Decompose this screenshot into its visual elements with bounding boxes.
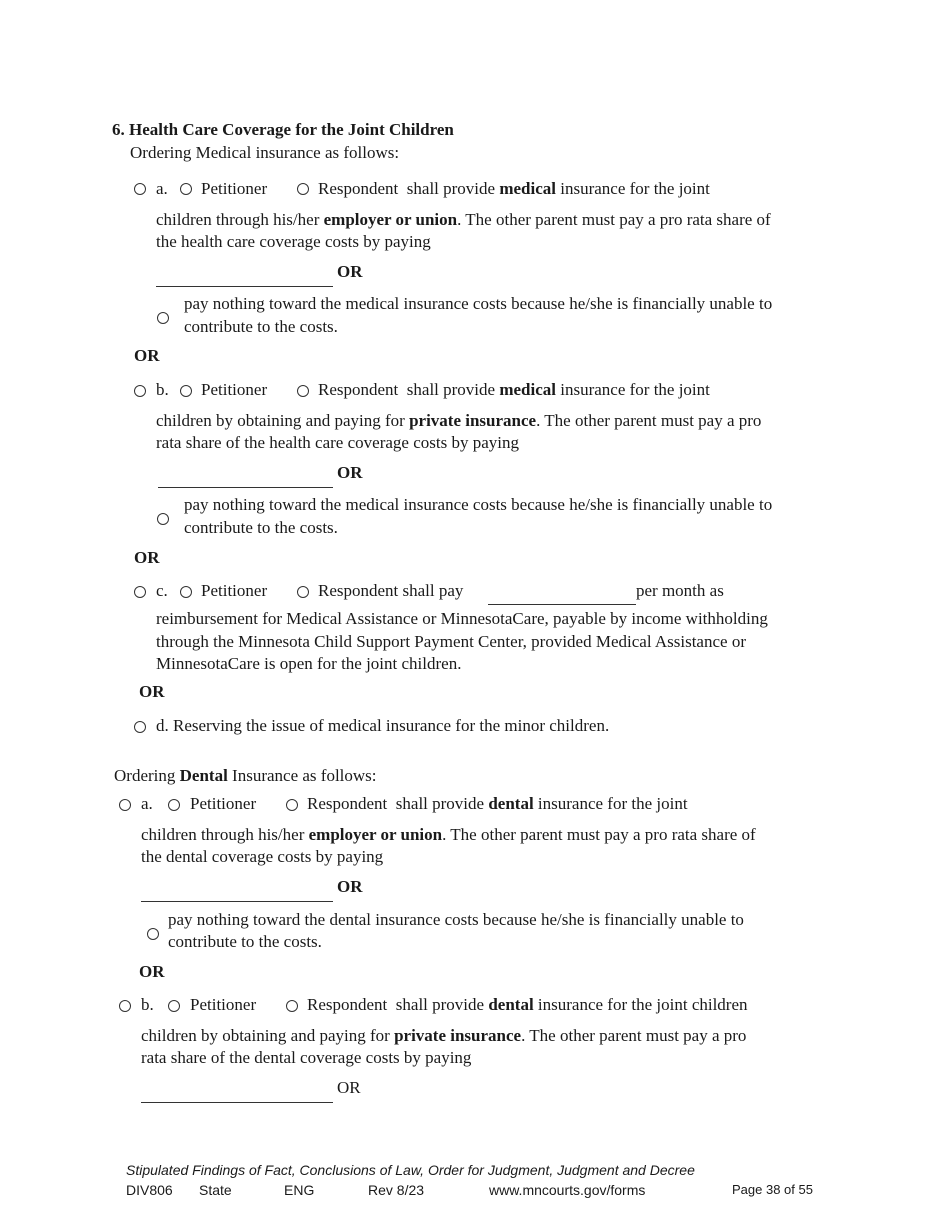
medical-c-petitioner-radio[interactable] [180,586,192,598]
dental-b-line1: Respondent shall provide dental insurance for the joint children [307,995,748,1014]
medical-a-amount-field[interactable] [156,286,333,287]
medical-c-shall-pay: Respondent shall pay [318,581,464,600]
dental-a-line1: Respondent shall provide dental insurance for the joint [307,794,688,813]
dental-a-respondent-radio[interactable] [286,799,298,811]
dental-b-line2: children by obtaining and paying for private insurance. The other parent must pay a pro [141,1026,747,1045]
medical-a-line3: the health care coverage costs by paying [156,232,431,251]
section-title: 6. Health Care Coverage for the Joint Children [112,120,454,139]
medical-b-respondent-radio[interactable] [297,385,309,397]
medical-a-respondent-radio[interactable] [297,183,309,195]
medical-c-line4: MinnesotaCare is open for the joint children. [156,654,462,673]
medical-a-petitioner-label: Petitioner [201,179,268,198]
medical-d-text: d. Reserving the issue of medical insurance for the minor children. [156,716,610,735]
medical-b-pay-nothing-line2: contribute to the costs. [184,518,338,537]
dental-b-amount-field[interactable] [141,1102,333,1103]
medical-or-3: OR [139,682,165,701]
dental-a-or: OR [337,877,363,896]
footer-form-number: DIV806 [126,1182,173,1198]
medical-c-respondent-radio[interactable] [297,586,309,598]
medical-b-line3: rata share of the health care coverage costs by paying [156,433,519,452]
dental-b-petitioner-label: Petitioner [190,995,257,1014]
footer-website-link[interactable]: www.mncourts.gov/forms [489,1182,646,1198]
dental-a-petitioner-radio[interactable] [168,799,180,811]
medical-b-amount-field[interactable] [158,487,333,488]
medical-a-line2: children through his/her employer or union. The other parent must pay a pro rata share of [156,210,771,229]
medical-option-d-radio[interactable] [134,721,146,733]
dental-a-pay-nothing-line1: pay nothing toward the dental insurance costs because he/she is financially unable to [168,910,744,929]
footer-page-number: Page 38 of 55 [732,1182,813,1197]
dental-a-pay-nothing-line2: contribute to the costs. [168,932,322,951]
dental-b-petitioner-radio[interactable] [168,1000,180,1012]
dental-b-line3: rata share of the dental coverage costs by paying [141,1048,472,1067]
dental-option-a-radio[interactable] [119,799,131,811]
medical-c-line2: reimbursement for Medical Assistance or MinnesotaCare, payable by income withholding [156,609,768,628]
dental-a-amount-field[interactable] [141,901,333,902]
medical-or-2: OR [134,548,160,567]
medical-c-line3: through the Minnesota Child Support Payment Center, provided Medical Assistance or [156,632,746,651]
dental-a-petitioner-label: Petitioner [190,794,257,813]
dental-a-line2: children through his/her employer or union. The other parent must pay a pro rata share of [141,825,756,844]
dental-intro: Ordering Dental Insurance as follows: [114,766,377,785]
dental-option-b-radio[interactable] [119,1000,131,1012]
medical-a-pay-nothing-line1: pay nothing toward the medical insurance costs because he/she is financially unable to [184,294,773,313]
dental-b-respondent-radio[interactable] [286,1000,298,1012]
medical-option-c-letter: c. [156,581,168,600]
dental-option-a-letter: a. [141,794,153,813]
medical-or-1: OR [134,346,160,365]
medical-b-or: OR [337,463,363,482]
medical-b-petitioner-radio[interactable] [180,385,192,397]
dental-a-line3: the dental coverage costs by paying [141,847,384,866]
medical-intro: Ordering Medical insurance as follows: [130,143,400,162]
medical-a-petitioner-radio[interactable] [180,183,192,195]
medical-b-line2: children by obtaining and paying for private insurance. The other parent must pay a pro [156,411,762,430]
medical-b-petitioner-label: Petitioner [201,380,268,399]
medical-option-b-letter: b. [156,380,169,399]
medical-a-pay-nothing-line2: contribute to the costs. [184,317,338,336]
medical-a-or: OR [337,262,363,281]
dental-a-pay-nothing-radio[interactable] [147,928,159,940]
medical-c-per-month: per month as [636,581,724,600]
medical-option-a-letter: a. [156,179,168,198]
medical-b-line1: Respondent shall provide medical insurance for the joint [318,380,710,399]
medical-option-b-radio[interactable] [134,385,146,397]
footer-jurisdiction: State [199,1182,232,1198]
medical-a-pay-nothing-radio[interactable] [157,312,169,324]
medical-c-amount-field[interactable] [488,604,636,605]
medical-option-c-radio[interactable] [134,586,146,598]
footer-language: ENG [284,1182,315,1198]
footer-title: Stipulated Findings of Fact, Conclusions of Law, Order for Judgment, Judgment and Decree [126,1162,695,1178]
dental-b-or: OR [337,1078,361,1097]
footer-revision: Rev 8/23 [368,1182,425,1198]
medical-c-petitioner-label: Petitioner [201,581,268,600]
medical-option-a-radio[interactable] [134,183,146,195]
dental-or-1: OR [139,962,165,981]
medical-b-pay-nothing-line1: pay nothing toward the medical insurance costs because he/she is financially unable to [184,495,773,514]
dental-option-b-letter: b. [141,995,154,1014]
medical-b-pay-nothing-radio[interactable] [157,513,169,525]
medical-a-line1: Respondent shall provide medical insurance for the joint [318,179,710,198]
